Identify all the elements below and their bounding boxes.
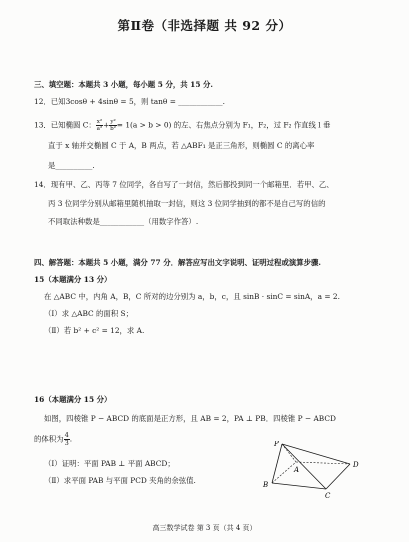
edge-AD-hidden [296,462,350,464]
q13-fraction-x: $\frac{\text{x²}}{\text{a²}}$ [96,119,103,132]
question-13-line2: 直于 x 轴并交椭圆 C 于 A，B 两点，若 △ABF₁ 是正三角形，则椭圆 C 的离心率 [48,141,315,150]
label-D: D [353,461,359,469]
section-header: 第Ⅱ卷（非选择题 共 92 分） [117,18,292,33]
question-14-line2: 丙 3 位同学分别从邮箱里随机抽取一封信，则这 3 位同学抽到的都不是自己写的信的 [48,199,326,208]
question-14-line1: 14．现有甲、乙、丙等 7 位同学，各自写了一封信，然后都投到同一个邮箱里．若甲、乙、 [34,180,334,189]
q16-volume-suffix: . [69,434,73,444]
question-16-stem: 如图，四棱锥 P − ABCD 的底面是正方形，且 AB = 2，PA ⊥ PB．四棱锥 P − ABCD [44,414,336,423]
q16-volume-fraction: $\frac{4}{3}$ [64,431,69,447]
question-16-part2: （Ⅱ）求平面 PAB 与平面 PCD 夹角的余弦值. [44,476,196,485]
question-15-head: 15（本题满分 13 分） [34,275,112,284]
label-P: P [274,441,279,448]
page-footer: 高三数学试卷 第 3 页（共 4 页） [152,524,257,532]
edge-CD [326,464,350,489]
q13-fraction-y: $\frac{\text{y²}}{\text{b²}}$ [110,119,116,132]
edge-PB [272,444,282,483]
edge-BC [272,483,326,489]
label-B: B [263,481,269,489]
question-16-volume [34,432,72,447]
q13-prefix: 13．已知椭圆 C： [34,120,96,130]
question-15-part2: （Ⅱ）若 b² + c² = 12，求 A. [44,326,145,335]
question-15-stem: 在 △ABC 中，内角 A，B，C 所对的边分别为 a，b，c，且 sinB · sinC = sinA，a = 2. [44,292,340,301]
question-13-line3: 是__________. [48,161,95,170]
question-15-part1: （Ⅰ）求 △ABC 的面积 S； [44,309,134,318]
question-16-head: 16（本题满分 15 分） [34,395,112,404]
question-14-line3: 不同取法种数是____________（用数字作答）. [48,217,199,226]
pyramid-figure [262,441,372,501]
section4-title: 四、解答题：本题共 5 小题，满分 77 分．解答应写出文字说明、证明过程或演算步骤. [34,258,321,267]
question-13-line1 [34,119,330,132]
edge-BA-hidden [272,462,296,483]
question-16-part1: （Ⅰ）证明：平面 PAB ⊥ 平面 ABCD； [44,459,175,468]
q13-plus: + [103,120,110,130]
question-12: 12．已知3cosθ + 4sinθ = 5，则 tanθ = ____________. [34,97,225,106]
label-A: A [294,466,300,474]
q13-suffix: = 1(a > b > 0) 的左、右焦点分别为 F₁，F₂，过 F₂ 作直线 l 垂 [116,120,331,130]
q16-volume-prefix: 的体积为 [34,434,64,444]
section3-title: 三、填空题：本题共 3 小题，每小题 5 分，共 15 分. [34,80,214,89]
label-C: C [325,492,331,500]
